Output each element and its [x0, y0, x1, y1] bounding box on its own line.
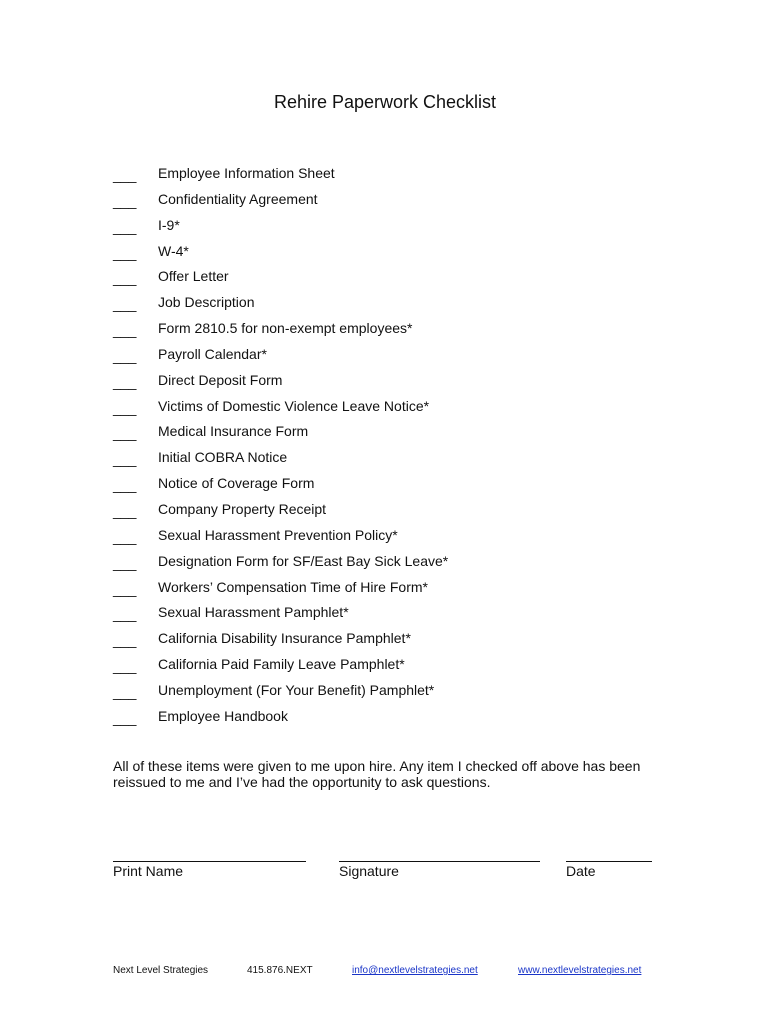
- checklist-item-label: I-9*: [158, 216, 180, 233]
- checklist-item: [113, 190, 448, 216]
- checklist-item: [113, 629, 448, 655]
- checklist-item: [113, 578, 448, 604]
- checklist-item-label: Confidentiality Agreement: [158, 190, 318, 207]
- checklist-item-label: Medical Insurance Form: [158, 423, 309, 440]
- checkbox-blank[interactable]: ___: [113, 502, 137, 519]
- checklist-item-label: Workers’ Compensation Time of Hire Form*: [158, 578, 428, 595]
- checklist-item-label: Notice of Coverage Form: [158, 475, 315, 492]
- checklist-item: [113, 345, 448, 371]
- checkbox-blank[interactable]: ___: [113, 244, 137, 261]
- checkbox-blank[interactable]: ___: [113, 399, 137, 416]
- checklist-item: [113, 267, 448, 293]
- checklist-item: [113, 293, 448, 319]
- checklist-item-label: Sexual Harassment Prevention Policy*: [158, 526, 398, 543]
- checklist-item-label: Sexual Harassment Pamphlet*: [158, 604, 349, 621]
- checkbox-blank[interactable]: ___: [113, 632, 137, 649]
- checklist-item: [113, 707, 448, 733]
- checklist-item-label: California Disability Insurance Pamphlet*: [158, 630, 411, 647]
- checkbox-blank[interactable]: ___: [113, 296, 137, 313]
- checklist-item-label: Victims of Domestic Violence Leave Notice*: [158, 397, 430, 414]
- checkbox-blank[interactable]: ___: [113, 373, 137, 390]
- checklist-item-label: Direct Deposit Form: [158, 371, 283, 388]
- checklist-item: [113, 526, 448, 552]
- checkbox-blank[interactable]: ___: [113, 270, 137, 287]
- checkbox-blank[interactable]: ___: [113, 554, 137, 571]
- checklist-item-label: Unemployment (For Your Benefit) Pamphlet*: [158, 681, 435, 698]
- checklist-item: [113, 474, 448, 500]
- checklist-item: [113, 552, 448, 578]
- checklist-item: [113, 319, 448, 345]
- page-title: Rehire Paperwork Checklist: [273, 92, 497, 112]
- checkbox-blank[interactable]: ___: [113, 528, 137, 545]
- checklist-item: [113, 371, 448, 397]
- footer-email-link[interactable]: info@nextlevelstrategies.net: [352, 965, 478, 976]
- checklist-item: [113, 500, 448, 526]
- checklist-item-label: W-4*: [158, 242, 189, 259]
- checkbox-blank[interactable]: ___: [113, 606, 137, 623]
- date-line[interactable]: [566, 861, 652, 862]
- checklist-item-label: Job Description: [158, 294, 255, 311]
- footer-website-link[interactable]: www.nextlevelstrategies.net: [518, 965, 642, 976]
- checkbox-blank[interactable]: ___: [113, 347, 137, 364]
- checklist-item: [113, 242, 448, 268]
- footer-company: Next Level Strategies: [113, 965, 209, 976]
- checklist-item: [113, 655, 448, 681]
- checklist-item: [113, 422, 448, 448]
- signature-line[interactable]: [339, 861, 540, 862]
- checklist-item-label: Company Property Receipt: [158, 500, 327, 517]
- acknowledgement-statement: All of these items were given to me upon hire. Any item I checked off above has been reissued to me and I’ve had the opportunity to ask questions.: [113, 758, 641, 790]
- checklist-item: [113, 216, 448, 242]
- checklist-item: [113, 448, 448, 474]
- checklist: [113, 164, 448, 733]
- checklist-item: [113, 397, 448, 423]
- checklist-item-label: Initial COBRA Notice: [158, 449, 288, 466]
- checkbox-blank[interactable]: ___: [113, 218, 137, 235]
- checkbox-blank[interactable]: ___: [113, 167, 137, 183]
- checkbox-blank[interactable]: ___: [113, 709, 137, 726]
- checklist-item: [113, 164, 448, 190]
- date-label: Date: [566, 863, 596, 879]
- checklist-item-label: Employee Information Sheet: [158, 165, 335, 181]
- checkbox-blank[interactable]: ___: [113, 683, 137, 700]
- checklist-item: [113, 681, 448, 707]
- signature-label: Signature: [339, 863, 399, 879]
- checklist-item: [113, 603, 448, 629]
- checklist-item-label: Designation Form for SF/East Bay Sick Leave*: [158, 552, 449, 569]
- print-name-label: Print Name: [113, 863, 184, 879]
- print-name-line[interactable]: [113, 861, 306, 862]
- checklist-item-label: Form 2810.5 for non-exempt employees*: [158, 320, 413, 337]
- checkbox-blank[interactable]: ___: [113, 451, 137, 468]
- footer-phone: 415.876.NEXT: [247, 965, 313, 976]
- checkbox-blank[interactable]: ___: [113, 477, 137, 494]
- checklist-item-label: Payroll Calendar*: [158, 345, 267, 362]
- checkbox-blank[interactable]: ___: [113, 322, 137, 339]
- checklist-item-label: California Paid Family Leave Pamphlet*: [158, 656, 405, 673]
- checkbox-blank[interactable]: ___: [113, 192, 137, 209]
- checkbox-blank[interactable]: ___: [113, 658, 137, 675]
- checkbox-blank[interactable]: ___: [113, 580, 137, 597]
- checklist-item-label: Employee Handbook: [158, 707, 288, 724]
- checklist-item-label: Offer Letter: [158, 268, 229, 285]
- checkbox-blank[interactable]: ___: [113, 425, 137, 442]
